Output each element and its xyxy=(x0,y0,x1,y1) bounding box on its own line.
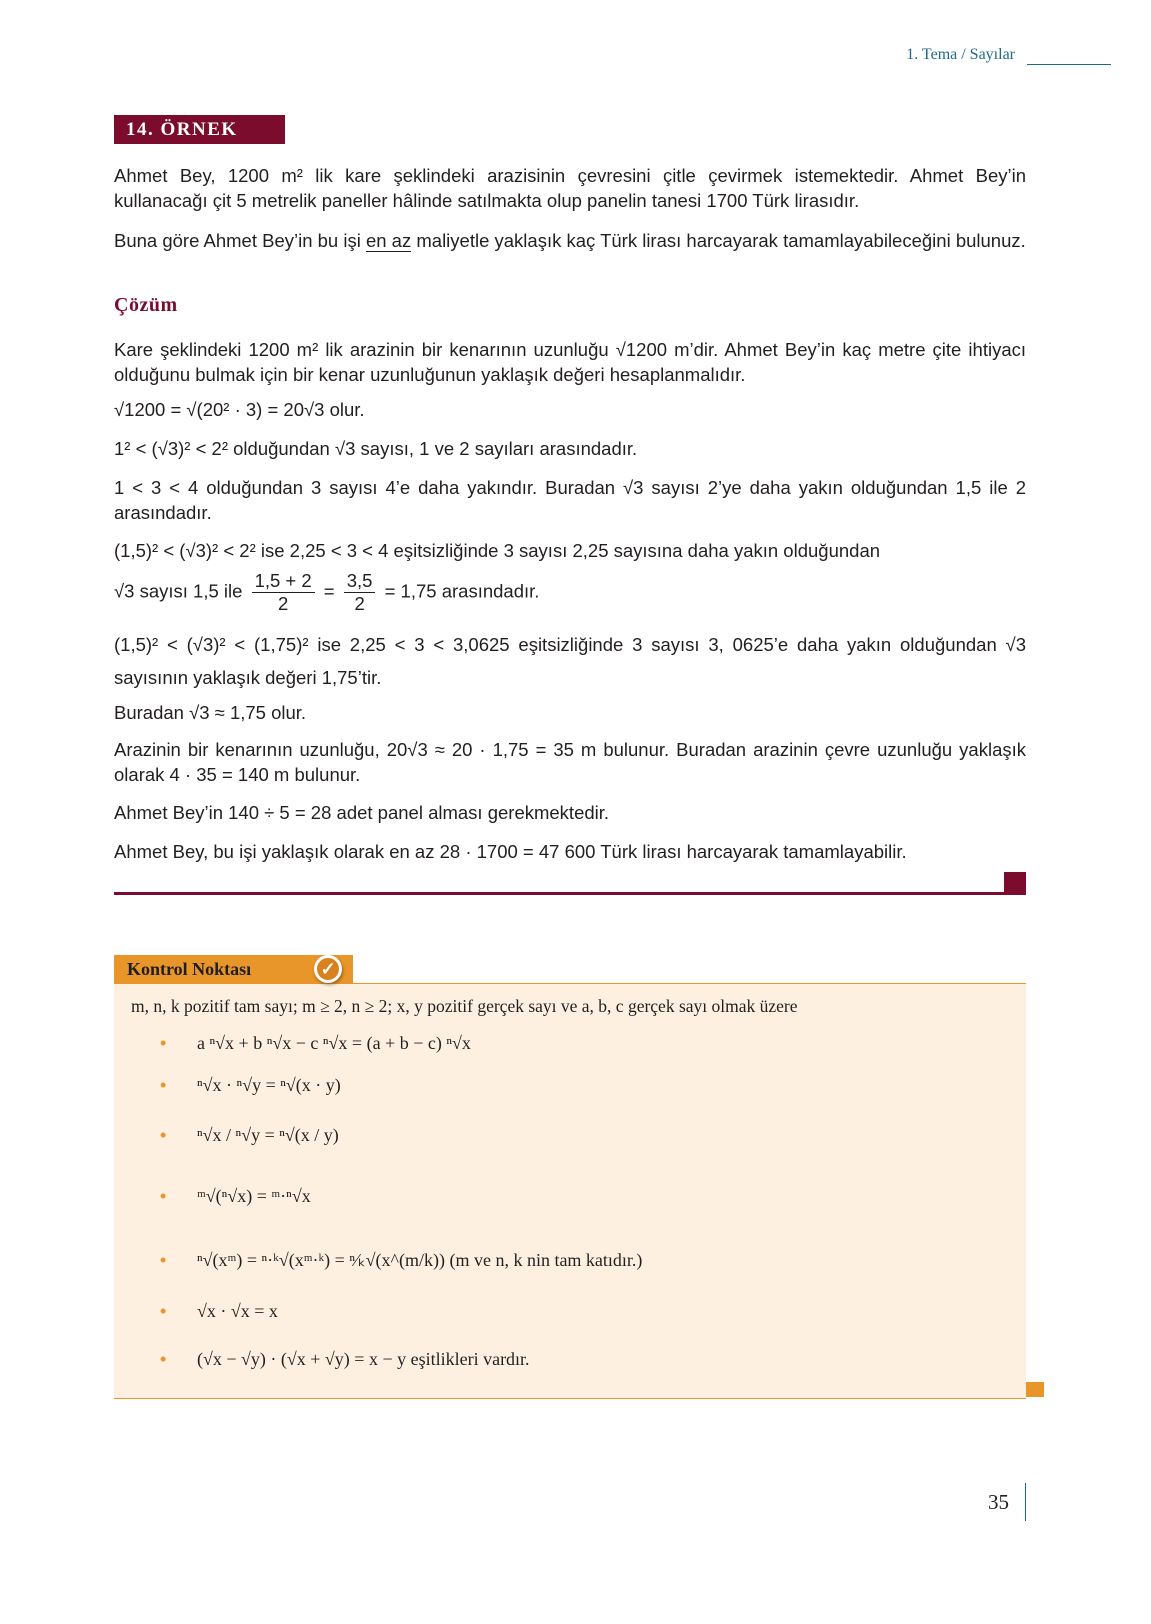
bullet: • xyxy=(160,1250,167,1270)
formula: ⁿ√(xᵐ) = ⁿ·ᵏ√(xᵐ·ᵏ) = ⁿ⁄ₖ√(x^(m/k)) (m ve n, k nin tam katıdır.) xyxy=(197,1250,643,1270)
section-header: 1. Tema / Sayılar xyxy=(906,46,1015,63)
solution-text: √3 sayısı 1,5 ile xyxy=(114,580,243,602)
bullet: • xyxy=(160,1301,167,1321)
solution-line: 1 < 3 < 4 olduğundan 3 sayısı 4’e daha yakındır. Buradan √3 sayısı 2’ye daha yakın olduğundan 1,5 ile 2 arasındadır. xyxy=(114,477,1026,523)
solution-line: 1² < (√3)² < 2² olduğundan √3 sayısı, 1 ve 2 sayıları arasındadır. xyxy=(114,438,638,459)
control-intro: m, n, k pozitif tam sayı; m ≥ 2, n ≥ 2; x, y pozitif gerçek sayı ve a, b, c gerçek sayı olmak üzere xyxy=(131,996,798,1016)
example-paragraph-1: Ahmet Bey, 1200 m² lik kare şeklindeki arazisinin çevresini çitle çevirmek istemektedir. Ahmet Bey’in kullanacağı çit 5 metrelik paneller hâlinde satılmakta olup panelin tanesi 1700 Türk lirasıdır. xyxy=(114,165,1026,211)
solution-line: Ahmet Bey’in 140 ÷ 5 = 28 adet panel alması gerekmektedir. xyxy=(114,802,610,823)
bullet: • xyxy=(160,1125,167,1145)
fraction xyxy=(252,570,315,615)
formula: (√x − √y) · (√x + √y) = x − y eşitlikleri vardır. xyxy=(197,1349,530,1369)
solution-line: Kare şeklindeki 1200 m² lik arazinin bir kenarının uzunluğu √1200 m’dir. Ahmet Bey’in kaç metre çite ihtiyacı olduğunu bulmak için bir kenar uzunluğunun yaklaşık değeri hesaplanmalıdır. xyxy=(114,339,1026,385)
example-end-marker xyxy=(1004,872,1026,895)
control-box-marker xyxy=(1026,1382,1044,1397)
bullet: • xyxy=(160,1075,167,1095)
fraction xyxy=(344,570,376,615)
solution-title: Çözüm xyxy=(114,294,178,316)
formula: ⁿ√x · ⁿ√y = ⁿ√(x · y) xyxy=(197,1075,341,1095)
formula: ᵐ√(ⁿ√x) = ᵐ·ⁿ√x xyxy=(197,1186,311,1206)
check-icon: ✓ xyxy=(314,955,342,983)
page-number: 35 xyxy=(988,1490,1009,1514)
bullet: • xyxy=(160,1033,167,1053)
solution-line: √1200 = √(20² · 3) = 20√3 olur. xyxy=(114,399,365,420)
solution-line: Ahmet Bey, bu işi yaklaşık olarak en az 28 · 1700 = 47 600 Türk lirası harcayarak tamamlayabilir. xyxy=(114,841,907,862)
solution-fraction-line xyxy=(114,570,1026,615)
example-label: 14. ÖRNEK xyxy=(114,115,285,144)
formula: ⁿ√x / ⁿ√y = ⁿ√(x / y) xyxy=(197,1125,339,1145)
bullet: • xyxy=(160,1349,167,1369)
control-point-title: Kontrol Noktası xyxy=(114,955,353,983)
numerator: 1,5 + 2 xyxy=(252,570,315,593)
example-text: Buna göre Ahmet Bey’in bu işi xyxy=(114,230,366,251)
solution-line: Arazinin bir kenarının uzunluğu, 20√3 ≈ 20 · 1,75 = 35 m bulunur. Buradan arazinin çevre uzunluğu yaklaşık olarak 4 · 35 = 140 m bulunur. xyxy=(114,739,1026,785)
example-text: maliyetle yaklaşık kaç Türk lirası harcayarak tamamlayabileceğini bulunuz. xyxy=(411,230,1026,251)
bullet: • xyxy=(160,1186,167,1206)
equals-sign: = xyxy=(323,580,335,602)
numerator: 3,5 xyxy=(344,570,376,593)
example-end-rule xyxy=(114,892,1026,895)
solution-text: = 1,75 arasındadır. xyxy=(384,580,540,602)
solution-line: Buradan √3 ≈ 1,75 olur. xyxy=(114,702,307,723)
solution-line: (1,5)² < (√3)² < (1,75)² ise 2,25 < 3 < 3,0625 eşitsizliğinde 3 sayısı 3, 0625’e daha yakın olduğundan √3 sayısının yaklaşık değeri 1,75’tir. xyxy=(114,634,1026,688)
denominator: 2 xyxy=(354,593,365,614)
page-number-rule xyxy=(1025,1483,1026,1521)
header-rule xyxy=(1027,64,1111,65)
solution-line: (1,5)² < (√3)² < 2² ise 2,25 < 3 < 4 eşitsizliğinde 3 sayısı 2,25 sayısına daha yakın olduğundan xyxy=(114,540,881,561)
formula: √x · √x = x xyxy=(197,1301,278,1321)
formula: a ⁿ√x + b ⁿ√x − c ⁿ√x = (a + b − c) ⁿ√x xyxy=(197,1033,471,1053)
example-paragraph-2 xyxy=(114,226,1026,256)
emphasis-underline: en az xyxy=(365,230,412,251)
denominator: 2 xyxy=(277,593,289,614)
